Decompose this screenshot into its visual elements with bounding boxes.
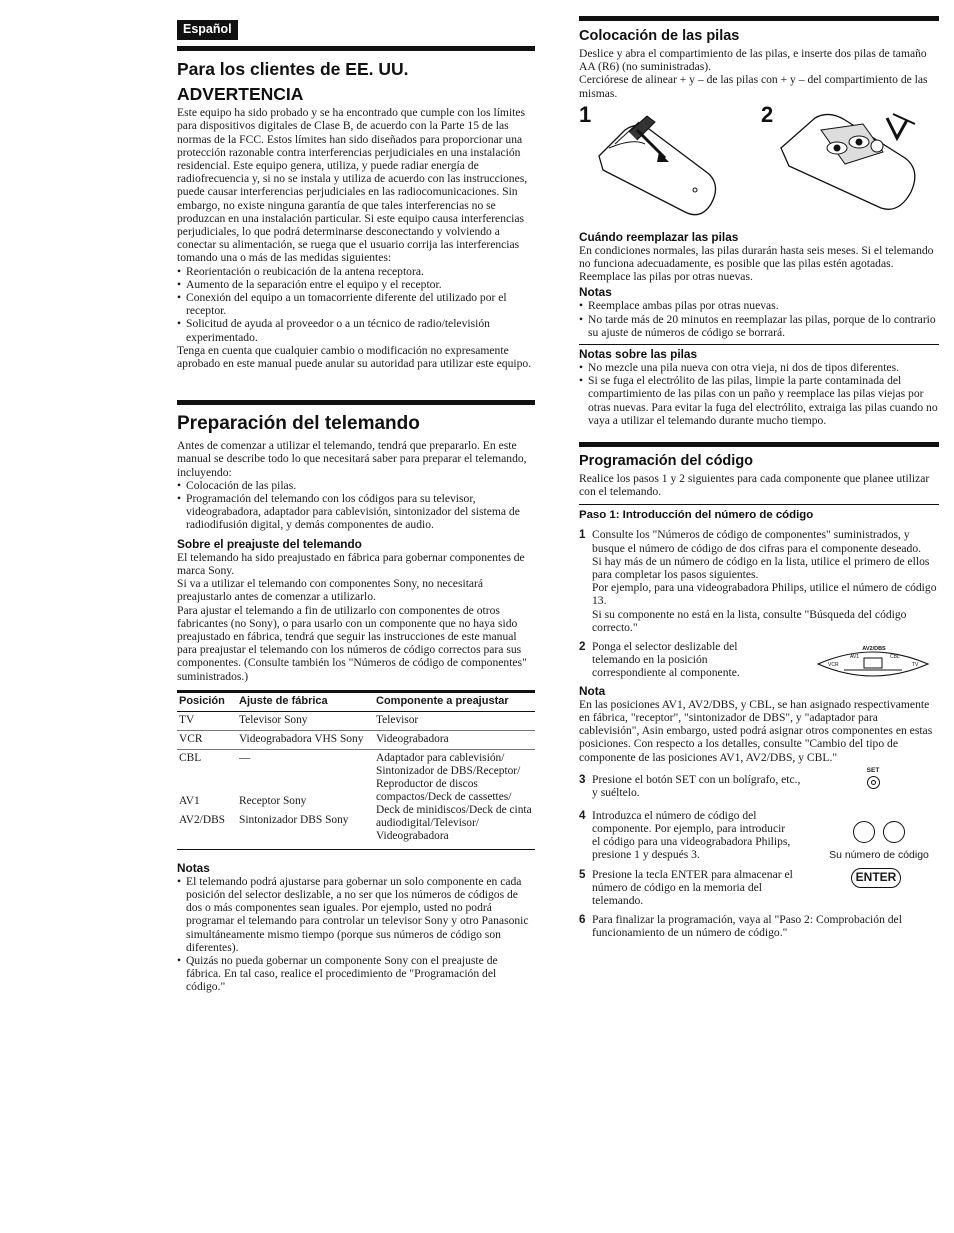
programming-intro: Realice los pasos 1 y 2 siguientes para cada componente que planee utilizar con el telemando. (579, 472, 930, 499)
fcc-title: Para los clientes de EE. UU. (177, 59, 409, 80)
language-tab: Español (177, 20, 238, 40)
step1-title: Paso 1: Introducción del número de código (579, 509, 814, 522)
programming-steps (579, 528, 939, 679)
preset-title: Sobre el preajuste del telemando (177, 536, 362, 551)
step-number: 4 (579, 808, 586, 822)
position-av1: AV1 (179, 794, 200, 807)
list-item: • No tarde más de 20 minutos en reemplazar las pilas, porque de lo contrario su ajuste de números de código se borrará. (579, 313, 939, 339)
prep-title: Preparación del telemando (177, 413, 420, 435)
remote-open-cover-image (589, 108, 739, 226)
nota-body: En las posiciones AV1, AV2/DBS, y CBL, se han asignado respectivamente en fábrica, "receptor", "sintonizador de DBS", y "adaptador para cablevisión", Asin embargo, usted podrá asignar otros componentes en estas posiciones. Con respecto a los detalles, consulte "Cambio del tipo de componente de las posiciones AV1, AV2/DBS, y CBL." (579, 697, 933, 764)
fcc-body: Este equipo ha sido probado y se ha encontrado que cumple con los límites para dispositivos digitales de Clase B, de acuerdo con la Parte 15 de las normas de la FCC. Estos límites han sido diseñados para proporcionar una protección razonable contra interferencias perjudiciales en una instalación residencial. Este equipo genera, utiliza, y puede radiar energía de radiofrecuencia y, si no se instala y utiliza de acuerdo con las instrucciones, puede causar interferencias perjudiciales en las radiocomunicaciones. Sin embargo, no existe ninguna garantía de que tales interferencias no se produzcan en una instalación particular. Si este equipo causa interferencias perjudiciales, lo que podrá determinarse desconectando y volviendo a conectar su alimentación, se ruega que el usuario corrija las interferencias tomando una o más de las medidas siguientes: (177, 106, 528, 265)
table-cell: VCR (177, 730, 237, 749)
when-replace-body: En condiciones normales, las pilas durarán hasta seis meses. Si el telemando no funciona adecuadamente, es posible que las pilas estén agotadas. Reemplace las pilas por otras nuevas. (579, 243, 934, 284)
table-cell: Videograbadora VHS Sony (237, 730, 374, 749)
section-rule (579, 442, 939, 447)
set-button-figure (861, 767, 885, 789)
list-item: • Si se fuga el electrólito de las pilas, limpie la parte contaminada del compartimiento de las pilas con un paño y reemplace las pilas viejas por otras nuevas. Para evitar la fuga del electrólito, extraiga las pilas cuando no vaya a utilizar el telemando durante mucho tiempo. (579, 374, 939, 427)
table-cell: Adaptador para cablevisión/ Sintonizador de DBS/Receptor/ Reproductor de discos compactos/Deck de cassettes/ Deck de minidiscos/Deck de cinta audiodigital/Televisor/ Videograbadora (376, 751, 532, 842)
illustration-step-2: 2 (761, 101, 774, 127)
table-cell: Televisor (374, 711, 535, 730)
batteries-p2: Cerciórese de alinear + y – de las pilas con + y – del compartimiento de las mismas. (579, 73, 928, 100)
programming-steps-cont (579, 766, 939, 940)
battery-illustration (579, 101, 939, 228)
set-label: SET (866, 766, 880, 774)
step-number: 2 (579, 640, 586, 654)
slider-label-tv: TV (912, 662, 919, 669)
fcc-closing: Tenga en cuenta que cualquier cambio o modificación no expresamente aprobado en este manual puede anular su autoridad para utilizar este equipo. (177, 343, 532, 371)
preset-p1: El telemando ha sido preajustado en fábrica para gobernar componentes de marca Sony. (177, 550, 525, 577)
step-text: Presione la tecla ENTER para almacenar el número de código en la memoria del telemando. (592, 867, 793, 907)
batteries-title: Colocación de las pilas (579, 28, 740, 44)
remote-batteries-image (775, 108, 935, 226)
list-item: • Conexión del equipo a un tomacorriente diferente del utilizado por el receptor. (177, 291, 535, 317)
right-column (579, 16, 939, 946)
slider-selector-image (814, 644, 932, 680)
step-number: 5 (579, 867, 586, 881)
fcc-subtitle: ADVERTENCIA (177, 84, 304, 105)
enter-button-icon (851, 868, 901, 888)
position-av2dbs: AV2/DBS (179, 813, 226, 826)
section-rule (579, 16, 939, 21)
preset-table (177, 690, 535, 846)
step-number: 1 (579, 528, 586, 542)
notes-title: Notas (177, 860, 210, 875)
step-item (579, 913, 939, 939)
slider-label-top: AV2/DBS (862, 646, 886, 653)
step-text: Si su componente no está en la lista, consulte "Búsqueda del código correcto." (592, 607, 907, 634)
factory-cbl: — (239, 751, 251, 764)
position-cbl: CBL (179, 751, 202, 764)
table-cell: TV (177, 711, 237, 730)
factory-av2dbs: Sintonizador DBS Sony (239, 813, 349, 826)
preset-p3: Para ajustar el telemando a fin de utilizarlo con componentes de otros fabricantes (no Sony), o para usarlo con un componente que no haya sido preajustado en fábrica, tendrá que seguir las instrucciones de este manual para preajustar el telemando con los números de código correctos para sus componentes. (Consulte también los "Números de código de componentes" suministrados.) (177, 603, 527, 683)
step-text: Consulte los "Números de código de componentes" suministrados, y busque el número de código de dos cifras para el componente deseado. (592, 528, 922, 555)
battery-notes-list (579, 361, 939, 427)
step-number: 3 (579, 772, 586, 786)
illustration-step-1: 1 (579, 101, 592, 127)
section-rule (177, 400, 535, 405)
slider-label-cbl: CBL (890, 654, 900, 661)
enter-label: ENTER (855, 869, 897, 884)
step-number: 6 (579, 913, 586, 927)
list-item: • No mezcle una pila nueva con otra vieja, ni dos de tipos diferentes. (579, 361, 939, 374)
step-item (579, 868, 939, 908)
table-cell (177, 749, 237, 846)
table-header-row (177, 691, 535, 711)
list-item: • Solicitud de ayuda al proveedor o a un técnico de radio/televisión experimentado. (177, 317, 535, 343)
list-item: • Quizás no pueda gobernar un componente Sony con el preajuste de fábrica. En tal caso, realice el procedimiento de "Programación del código." (177, 954, 535, 994)
list-item: • Programación del telemando con los códigos para su televisor, videograbadora, adaptador para cablevisión, sintonizador del sistema de radiodifusión digital, y demás componentes de audio. (177, 492, 535, 532)
slider-label-vcr: VCR (828, 662, 839, 669)
step-text: Introduzca el número de código del componente. Por ejemplo, para introducir el código para una videograbadora Philips, presione 1 y después 3. (592, 808, 791, 862)
battery-notes-title: Notas sobre las pilas (579, 347, 698, 362)
batteries-p1: Deslice y abra el compartimiento de las pilas, e inserte dos pilas de tamaño AA (R6) (no suministradas). (579, 47, 927, 74)
step-item (579, 640, 939, 680)
code-buttons-figure (819, 821, 939, 861)
nota-title: Nota (579, 683, 606, 698)
fcc-measures-list (177, 265, 535, 344)
step-item (579, 809, 939, 862)
prep-intro: Antes de comenzar a utilizar el telemando, tendrá que prepararlo. En este manual se describe todo lo que necesitará saber para preparar el telemando, incluyendo: (177, 439, 527, 479)
step-text: Por ejemplo, para una videograbadora Philips, utilice el número de código 13. (592, 581, 937, 608)
column-header: Posición (177, 691, 237, 711)
step-text: Para finalizar la programación, vaya al "Paso 2: Comprobación del funcionamiento de un número de código." (592, 913, 902, 940)
step-item (579, 766, 939, 803)
notes-list (177, 875, 535, 994)
preset-p2: Si va a utilizar el telemando con componentes Sony, no necesitará preajustarlo antes de comenzar a utilizarlo. (177, 577, 484, 604)
table-row (177, 730, 535, 749)
slider-label-av1: AV1 (850, 654, 860, 661)
column-header: Componente a preajustar (374, 691, 535, 711)
step-text: Presione el botón SET con un bolígrafo, etc., y suéltelo. (592, 772, 801, 799)
list-item: • Colocación de las pilas. (177, 479, 535, 492)
list-item: • El telemando podrá ajustarse para gobernar un solo componente en cada posición del selector deslizable, a no ser que los números de códigos de dos o más componentes sean iguales. Por ejemplo, usted no podrá programar el telemando para controlar un televisor Sony y otro Panasonic simultáneamente mismo tiempo (porque sus números de código son diferentes). (177, 875, 535, 954)
code-caption: Su número de código (829, 848, 929, 861)
table-row (177, 749, 535, 846)
list-item: • Aumento de la separación entre el equipo y el receptor. (177, 278, 535, 291)
table-row (177, 711, 535, 730)
table-cell (237, 749, 374, 846)
digit-button-icon (853, 821, 875, 843)
column-header: Ajuste de fábrica (237, 691, 374, 711)
notes1-title: Notas (579, 285, 612, 300)
section-rule (579, 344, 939, 345)
left-column (177, 16, 535, 994)
step-text: Si hay más de un número de código en la lista, utilice el primero de ellos para completar los pasos siguientes. (592, 554, 930, 582)
table-cell: Televisor Sony (237, 711, 374, 730)
table-bottom-rule (177, 849, 535, 850)
table-cell: Videograbadora (374, 730, 535, 749)
digit-button-icon (883, 821, 905, 843)
when-replace-title: Cuándo reemplazar las pilas (579, 229, 739, 244)
step-item (579, 528, 939, 634)
list-item: • Reemplace ambas pilas por otras nuevas. (579, 299, 939, 312)
notes1-list (579, 299, 939, 339)
factory-av1: Receptor Sony (239, 794, 307, 807)
list-item: • Reorientación o reubicación de la antena receptora. (177, 265, 535, 278)
prep-list (177, 479, 535, 532)
section-rule (177, 46, 535, 51)
step-text: Ponga el selector deslizable del telemando en la posición correspondiente al componente. (592, 640, 740, 680)
section-rule (579, 504, 939, 505)
programming-title: Programación del código (579, 453, 754, 470)
set-button-icon (867, 776, 880, 789)
